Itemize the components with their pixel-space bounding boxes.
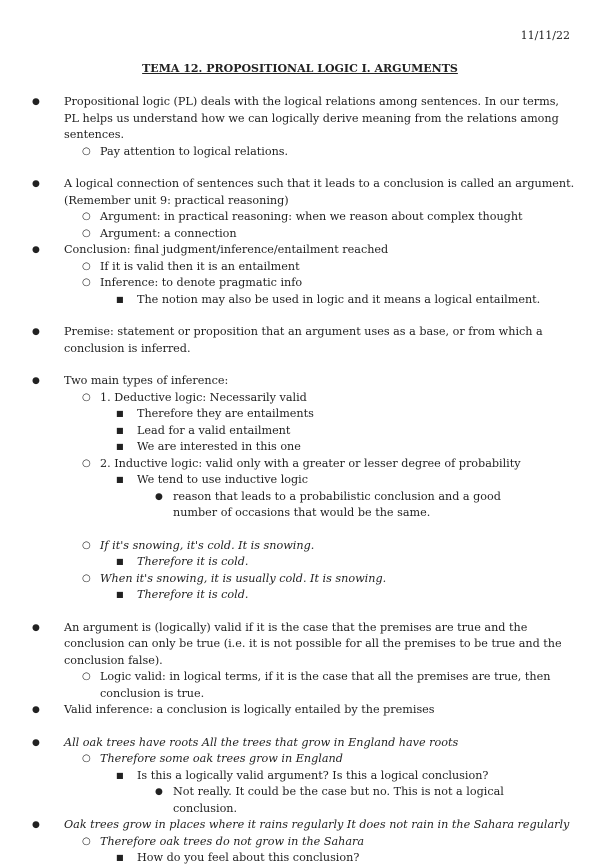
- bullet-icon: ○: [82, 539, 91, 551]
- bullet-icon: ■: [116, 770, 124, 780]
- list-item-text: Pay attention to logical relations.: [100, 144, 289, 158]
- list-item: [0, 669, 577, 702]
- list-item: [0, 620, 577, 670]
- bullet-icon: ●: [32, 705, 40, 715]
- list-item-text: Therefore it is cold.: [137, 588, 249, 601]
- bullet-icon: ○: [82, 753, 91, 764]
- list-item-text: If it is valid then it is an entailment: [100, 259, 300, 273]
- list-item-text: Argument: a connection: [100, 226, 237, 240]
- bullet-icon: ●: [32, 179, 40, 189]
- list-item-text: When it's snowing, it is usually cold. It is snowing.: [100, 571, 387, 585]
- bullet-icon: ■: [116, 853, 124, 862]
- bullet-icon: ●: [32, 737, 40, 748]
- list-item-text: Oak trees grow in places where it rains regularly It does not rain in the Sahara regularly: [64, 818, 570, 831]
- bullet-icon: ○: [82, 457, 91, 469]
- list-item: [0, 472, 577, 489]
- list-item-text: Therefore oak trees do not grow in the Sahara: [100, 834, 365, 848]
- list-item: [0, 735, 577, 752]
- list-item: [0, 751, 577, 768]
- list-item-text: 1. Deductive logic: Necessarily valid: [100, 390, 307, 404]
- list-item-text: Inference: to denote pragmatic info: [100, 276, 303, 289]
- list-item: [0, 390, 577, 407]
- bullet-icon: ■: [116, 442, 124, 451]
- bullet-icon: ●: [32, 97, 40, 107]
- list-item: [0, 554, 577, 571]
- bullet-icon: ○: [82, 671, 91, 682]
- bullet-icon: ●: [32, 376, 40, 386]
- list-item-text: The notion may also be used in logic and it means a logical entailment.: [137, 292, 541, 306]
- list-item-text: Therefore it is cold.: [137, 555, 249, 568]
- document-title: TEMA 12. PROPOSITIONAL LOGIC I. ARGUMENTS: [142, 62, 458, 75]
- list-item-text: Propositional logic (PL) deals with the logical relations among sentences. In our terms, PL helps us understand how we can logically derive meaning from the relations among sentences.: [64, 95, 559, 141]
- document-date: 11/11/22: [520, 29, 570, 42]
- bullet-icon: ●: [32, 622, 40, 633]
- list-item: [0, 439, 577, 456]
- bullet-icon: ○: [82, 572, 91, 584]
- bullet-icon: ○: [82, 391, 91, 403]
- list-item-text: Therefore some oak trees grow in England: [100, 752, 343, 765]
- bullet-icon: ●: [32, 245, 40, 255]
- list-item: [0, 489, 523, 522]
- list-item-text: We tend to use inductive logic: [137, 473, 309, 486]
- list-item-text: Argument: in practical reasoning: when we reason about complex thought: [100, 210, 523, 223]
- bullet-icon: ○: [82, 227, 91, 239]
- list-item: [0, 94, 577, 144]
- list-item: [0, 242, 577, 259]
- list-item-text: Logic valid: in logical terms, if it is the case that all the premises are true, then conclusion is true.: [100, 670, 551, 700]
- list-item: [0, 406, 577, 423]
- list-item: [0, 850, 577, 867]
- list-item-text: All oak trees have roots All the trees that grow in England have roots: [64, 735, 459, 749]
- list-item: [0, 784, 523, 817]
- list-item-text: We are interested in this one: [137, 440, 301, 453]
- notes-list: [0, 94, 600, 867]
- list-item: [0, 423, 577, 440]
- list-item: [0, 768, 577, 785]
- list-item-text: Is this a logically valid argument? Is this a logical conclusion?: [137, 768, 489, 782]
- list-item-text: Not really. It could be the case but no. This is not a logical conclusion.: [173, 785, 504, 815]
- list-item: [0, 571, 577, 588]
- bullet-icon: ○: [82, 145, 91, 157]
- list-item-text: How do you feel about this conclusion?: [137, 851, 360, 864]
- list-item: [0, 292, 577, 309]
- bullet-icon: ●: [155, 787, 163, 797]
- list-item-text: An argument is (logically) valid if it is the case that the premises are true and the conclusion can only be true (i.e. it is not possible for all the premises to be true and the conclusion false).: [64, 620, 562, 667]
- bullet-icon: ○: [82, 835, 91, 847]
- list-item-text: Lead for a valid entailment: [137, 423, 291, 437]
- list-item: [0, 587, 577, 604]
- bullet-icon: ■: [116, 409, 124, 418]
- list-item: [0, 226, 577, 243]
- list-item: [0, 259, 577, 276]
- list-item: [0, 373, 577, 390]
- list-item: [0, 702, 577, 719]
- list-item: [0, 144, 577, 161]
- list-item: [0, 275, 577, 292]
- list-item: [0, 817, 577, 834]
- bullet-icon: ■: [116, 475, 124, 484]
- list-item-text: Conclusion: final judgment/inference/entailment reached: [64, 243, 389, 256]
- list-item-text: 2. Inductive logic: valid only with a greater or lesser degree of probability: [100, 456, 521, 470]
- bullet-icon: ■: [116, 294, 124, 304]
- bullet-icon: ■: [116, 590, 124, 599]
- bullet-icon: ●: [32, 820, 40, 830]
- list-item: [0, 324, 577, 357]
- list-item-text: Valid inference: a conclusion is logically entailed by the premises: [64, 703, 435, 716]
- list-item-text: Two main types of inference:: [64, 374, 229, 387]
- bullet-icon: ○: [82, 277, 91, 288]
- bullet-icon: ○: [82, 260, 91, 272]
- list-item-text: reason that leads to a probabilistic conclusion and a good number of occasions that would be the same.: [173, 489, 501, 519]
- list-item-text: A logical connection of sentences such that it leads to a conclusion is called an argument. (Remember unit 9: practical reasoning): [64, 177, 575, 207]
- bullet-icon: ●: [32, 327, 40, 337]
- bullet-icon: ○: [82, 211, 91, 222]
- list-item: [0, 176, 577, 209]
- list-item: [0, 456, 577, 473]
- list-item: [0, 538, 577, 555]
- list-item: [0, 209, 577, 226]
- list-item-text: If it's snowing, it's cold. It is snowing.: [100, 538, 315, 552]
- list-item-text: Premise: statement or proposition that an argument uses as a base, or from which a conclusion is inferred.: [64, 325, 543, 355]
- bullet-icon: ●: [155, 491, 163, 502]
- list-item-text: Therefore they are entailments: [137, 407, 314, 420]
- bullet-icon: ■: [116, 425, 124, 435]
- bullet-icon: ■: [116, 557, 124, 566]
